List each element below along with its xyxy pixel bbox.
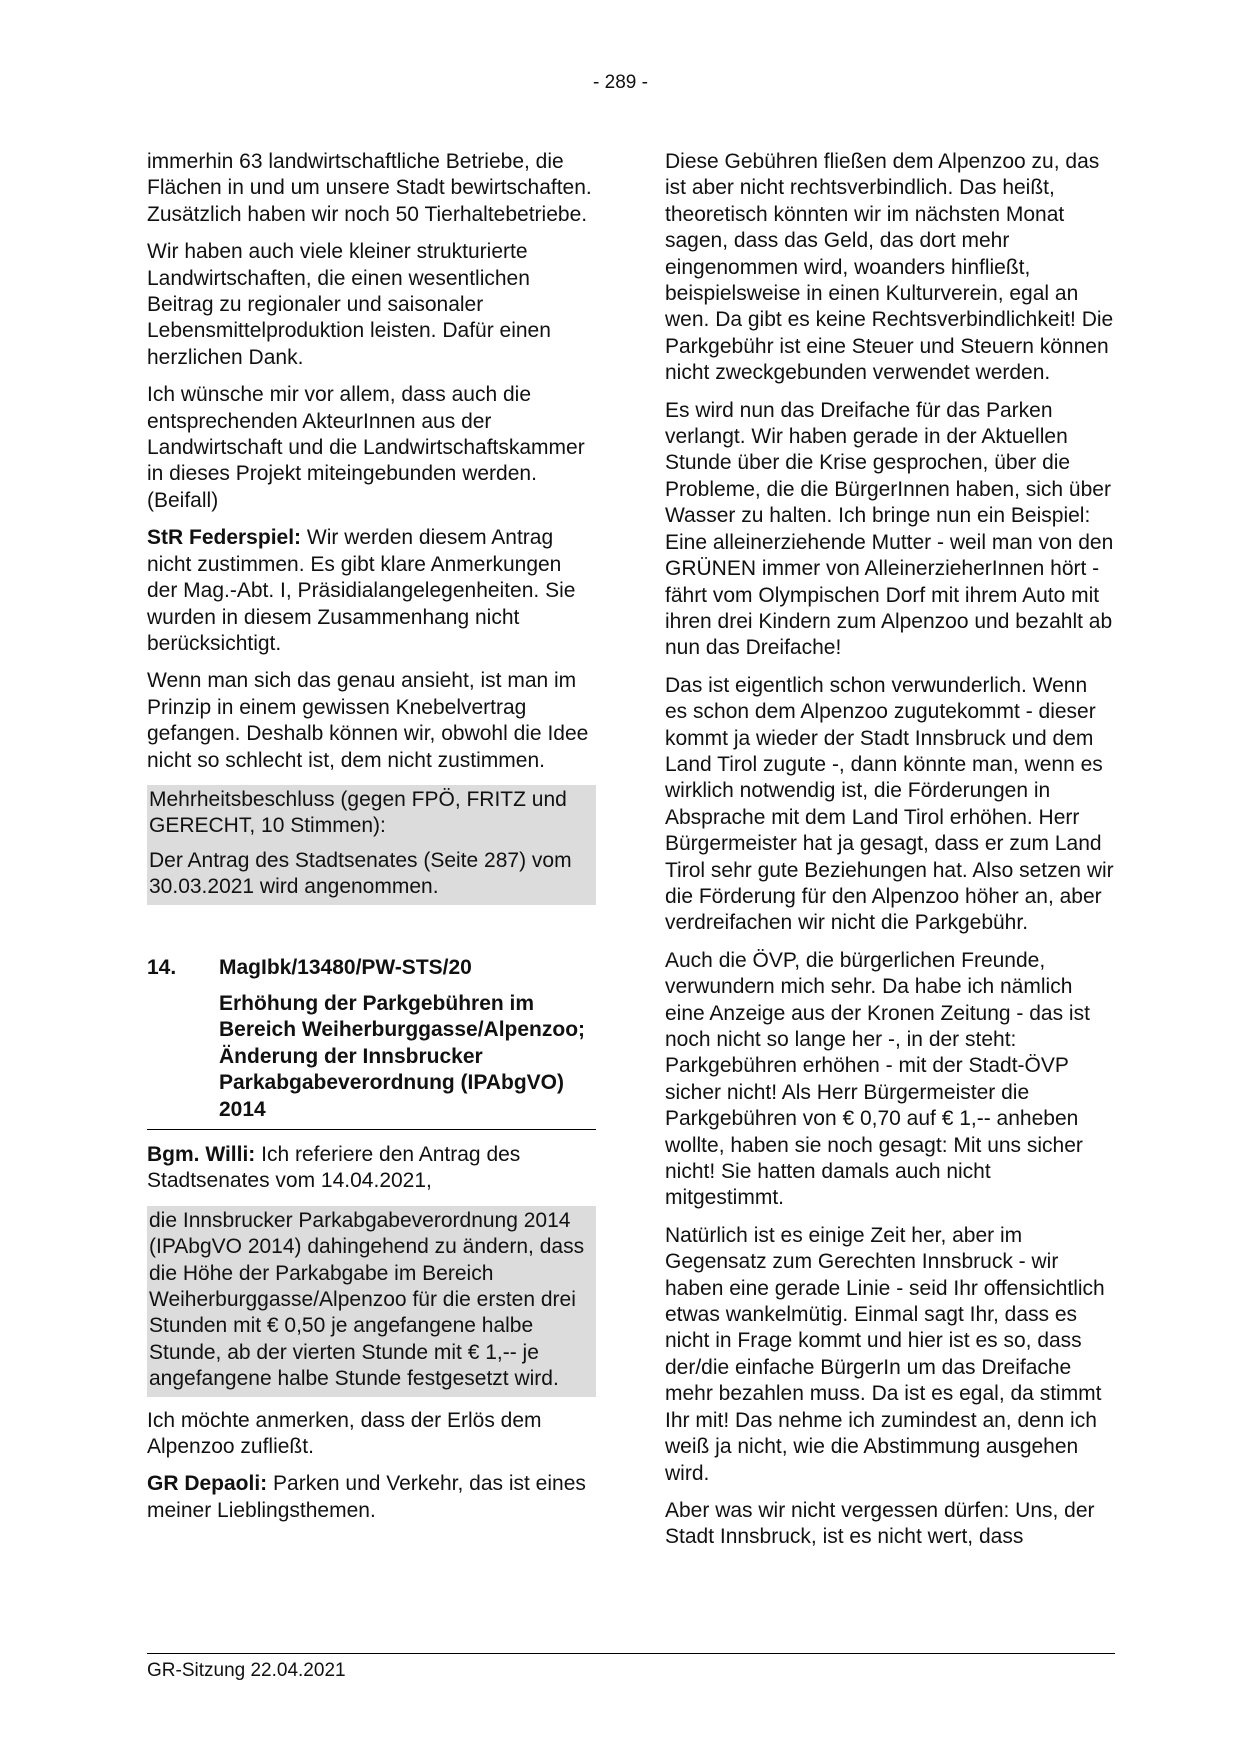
agenda-title: Erhöhung der Parkgebühren im Bereich Weiherburggasse/Alpenzoo; Änderung der Innsbrucker Parkabgabeverordnung (IPAbgVO) 2014 — [219, 991, 586, 1121]
agenda-item — [147, 955, 596, 1130]
speaker-name: Bgm. Willi: — [147, 1143, 256, 1166]
resolution-box — [147, 785, 596, 905]
paragraph: Diese Gebühren fließen dem Alpenzoo zu, das ist aber nicht rechtsverbindlich. Das heißt, theoretisch könnten wir im nächsten Monat sagen, dass das Geld, das dort mehr eingenommen wird, woanders hinfließt, beispielsweise in einen Kulturverein, egal an wen. Da gibt es keine Rechtsverbindlichkeit! Die Parkgebühr ist eine Steuer und Steuern können nicht zweckgebunden verwendet werden. — [665, 150, 1114, 385]
speaker-name: StR Federspiel: — [147, 526, 302, 550]
agenda-reference: MagIbk/13480/PW-STS/20 — [219, 955, 472, 979]
resolution-vote: Mehrheitsbeschluss (gegen FPÖ, FRITZ und GERECHT, 10 Stimmen): — [149, 787, 567, 838]
speech-text: Ich referiere den Antrag des Stadtsenates vom 14.04.2021, — [147, 1143, 521, 1193]
speaker-name: GR Depaoli: — [147, 1472, 268, 1496]
paragraph: Ich wünsche mir vor allem, dass auch die entsprechenden AkteurInnen aus der Landwirtschaft und die Landwirtschaftskammer in dieses Projekt miteingebunden werden. (Beifall) — [147, 383, 585, 512]
left-column — [147, 149, 596, 1535]
paragraph: Auch die ÖVP, die bürgerlichen Freunde, verwundern mich sehr. Da habe ich nämlich eine Anzeige aus der Kronen Zeitung - das ist noch nicht so lange her -, in der steht: Parkgebühren erhöhen - mit der Stadt-ÖVP sicher nicht! Als Herr Bürgermeister die Parkgebühren von € 0,70 auf € 1,-- anheben wollte, haben sie noch gesagt: Mit uns sicher nicht! Sie hatten damals auch nicht mitgestimmt. — [665, 948, 1090, 1210]
paragraph: Es wird nun das Dreifache für das Parken verlangt. Wir haben gerade in der Aktuellen Stunde über die Krise gesprochen, über die Probleme, die die BürgerInnen haben, sich über Wasser zu halten. Ich bringe nun ein Beispiel: Eine alleinerziehende Mutter - weil man von den GRÜNEN immer von AlleinerzieherInnen hört - fährt vom Olympischen Dorf mit ihrem Auto mit ihren drei Kindern zum Alpenzoo und bezahlt ab nun das Dreifache! — [665, 398, 1114, 660]
paragraph: Das ist eigentlich schon verwunderlich. Wenn es schon dem Alpenzoo zugutekommt - dieser kommt ja wieder der Stadt Innsbruck und dem Land Tirol zugute -, dann könnte man, wenn es wirklich notwendig ist, die Förderungen in Absprache mit dem Land Tirol erhöhen. Herr Bürgermeister hat ja gesagt, dass er zum Land Tirol sehr gute Beziehungen hat. Also setzen wir die Förderung für den Alpenzoo höher an, aber verdreifachen wir nicht die Parkgebühr. — [665, 673, 1114, 935]
speech-text: Wir werden diesem Antrag nicht zustimmen. Es gibt klare Anmerkungen der Mag.-Abt. I, Präsidialangelegenheiten. Sie wurden in diesem Zusammenhang nicht berücksichtigt. — [147, 526, 576, 655]
resolution-result: Der Antrag des Stadtsenates (Seite 287) vom 30.03.2021 wird angenommen. — [149, 848, 572, 899]
speech-federspiel — [147, 525, 596, 657]
right-column — [665, 149, 1115, 1562]
page-number: - 289 - — [593, 72, 648, 93]
paragraph: Wir haben auch viele kleiner strukturierte Landwirtschaften, die einen wesentlichen Beitrag zu regionaler und saisonaler Lebensmittelproduktion leisten. Dafür einen herzlichen Dank. — [147, 240, 551, 369]
paragraph: Aber was wir nicht vergessen dürfen: Uns, der Stadt Innsbruck, ist es nicht wert, dass — [665, 1498, 1095, 1549]
paragraph: Ich möchte anmerken, dass der Erlös dem Alpenzoo zufließt. — [147, 1408, 542, 1459]
speech-willi — [147, 1142, 596, 1195]
paragraph: Natürlich ist es einige Zeit her, aber im Gegensatz zum Gerechten Innsbruck - wir haben eine gerade Linie - seid Ihr offensichtlich etwas wankelmütig. Einmal sagt Ihr, dass es nicht in Frage kommt und hier ist es so, dass der/die einfache BürgerIn um das Dreifache mehr bezahlen muss. Da ist es egal, da stimmt Ihr mit! Das nehme ich zumindest an, denn ich weiß ja nicht, wie die Abstimmung ausgehen wird. — [665, 1223, 1105, 1485]
motion-box — [147, 1206, 596, 1397]
speech-text: Parken und Verkehr, das ist eines meiner Lieblingsthemen. — [147, 1472, 586, 1522]
footer-session-date: GR-Sitzung 22.04.2021 — [147, 1660, 346, 1681]
agenda-number: 14. — [147, 955, 177, 979]
paragraph: Wenn man sich das genau ansieht, ist man im Prinzip in einem gewissen Knebelvertrag gefangen. Deshalb können wir, obwohl die Idee nicht so schlecht ist, dem nicht zustimmen. — [147, 669, 589, 772]
paragraph: immerhin 63 landwirtschaftliche Betriebe, die Flächen in und um unsere Stadt bewirtschaften. Zusätzlich haben wir noch 50 Tierhaltebetriebe. — [147, 150, 592, 226]
footer-divider — [147, 1653, 1115, 1654]
speech-depaoli — [147, 1471, 596, 1524]
motion-text: die Innsbrucker Parkabgabeverordnung 2014 (IPAbgVO 2014) dahingehend zu ändern, dass die Höhe der Parkabgabe im Bereich Weiherburggasse/Alpenzoo für die ersten drei Stunden mit € 0,50 je angefangene halbe Stunde, ab der vierten Stunde mit € 1,-- je angefangene halbe Stunde festgesetzt wird. — [149, 1208, 585, 1391]
